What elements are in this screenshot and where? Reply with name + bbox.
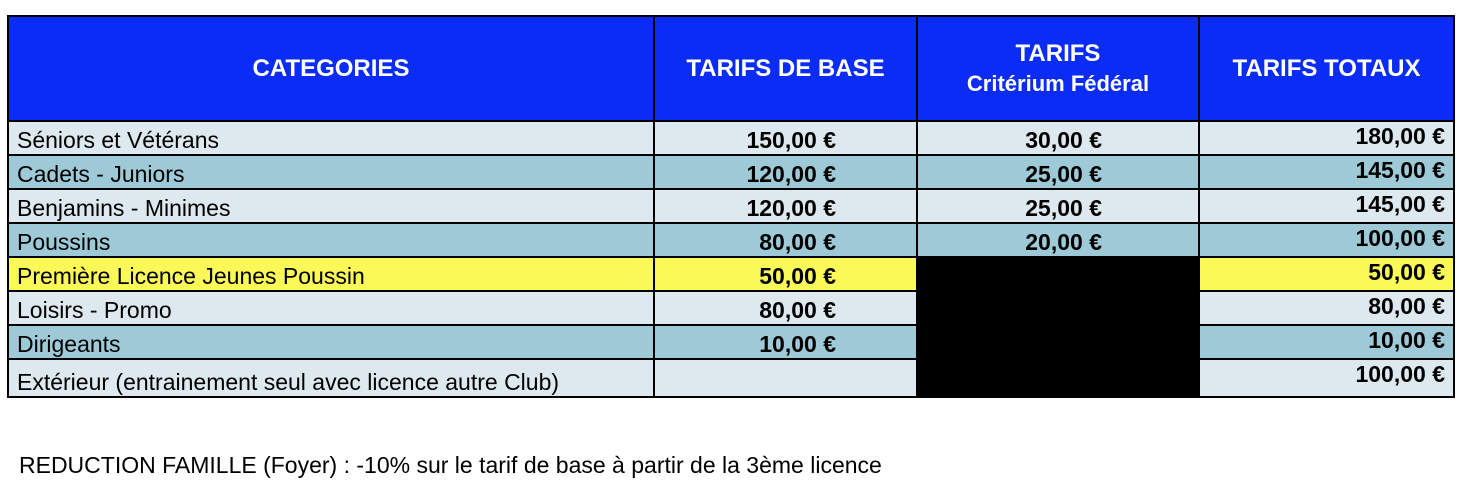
family-reduction-note: REDUCTION FAMILLE (Foyer) : -10% sur le tarif de base à partir de la 3ème licence [19,452,882,478]
cell-category: Séniors et Vétérans [8,121,654,155]
cell-category: Poussins [8,223,654,257]
header-tarifs-totaux: TARIFS TOTAUX [1199,16,1454,121]
cell-total: 50,00 € [1199,257,1454,291]
header-categories: CATEGORIES [8,16,654,121]
table-row [8,291,1454,325]
cell-criterium-blocked [917,325,1199,359]
cell-criterium: 30,00 € [917,121,1199,155]
cell-total: 100,00 € [1199,359,1454,397]
cell-criterium-blocked [917,257,1199,291]
cell-category: Benjamins - Minimes [8,189,654,223]
cell-category: Cadets - Juniors [8,155,654,189]
cell-total: 145,00 € [1199,189,1454,223]
header-criterium-line2: Critérium Fédéral [966,70,1150,96]
table-row [8,189,1454,223]
cell-criterium: 20,00 € [917,223,1199,257]
table-row [8,359,1454,397]
cell-base: 10,00 € [654,325,917,359]
cell-criterium-blocked [917,291,1199,325]
cell-total: 80,00 € [1199,291,1454,325]
table-header-row [8,16,1454,121]
tarifs-table [7,15,1455,398]
cell-base: 120,00 € [654,155,917,189]
table-row [8,223,1454,257]
cell-base: 80,00 € [654,223,917,257]
cell-category: Extérieur (entrainement seul avec licence autre Club) [8,359,654,397]
cell-total: 145,00 € [1199,155,1454,189]
cell-criterium: 25,00 € [917,189,1199,223]
cell-base: 50,00 € [654,257,917,291]
table-row [8,257,1454,291]
cell-base-empty [654,359,917,397]
table-row [8,155,1454,189]
table-row [8,121,1454,155]
cell-total: 100,00 € [1199,223,1454,257]
cell-total: 180,00 € [1199,121,1454,155]
cell-criterium-blocked [917,359,1199,397]
header-tarifs-de-base: TARIFS DE BASE [654,16,917,121]
cell-category: Première Licence Jeunes Poussin [8,257,654,291]
cell-category: Loisirs - Promo [8,291,654,325]
header-tarifs-criterium [917,16,1199,121]
cell-criterium: 25,00 € [917,155,1199,189]
cell-total: 10,00 € [1199,325,1454,359]
cell-base: 120,00 € [654,189,917,223]
table-row [8,325,1454,359]
cell-base: 80,00 € [654,291,917,325]
cell-base: 150,00 € [654,121,917,155]
header-criterium-line1: TARIFS [1015,39,1101,67]
cell-category: Dirigeants [8,325,654,359]
